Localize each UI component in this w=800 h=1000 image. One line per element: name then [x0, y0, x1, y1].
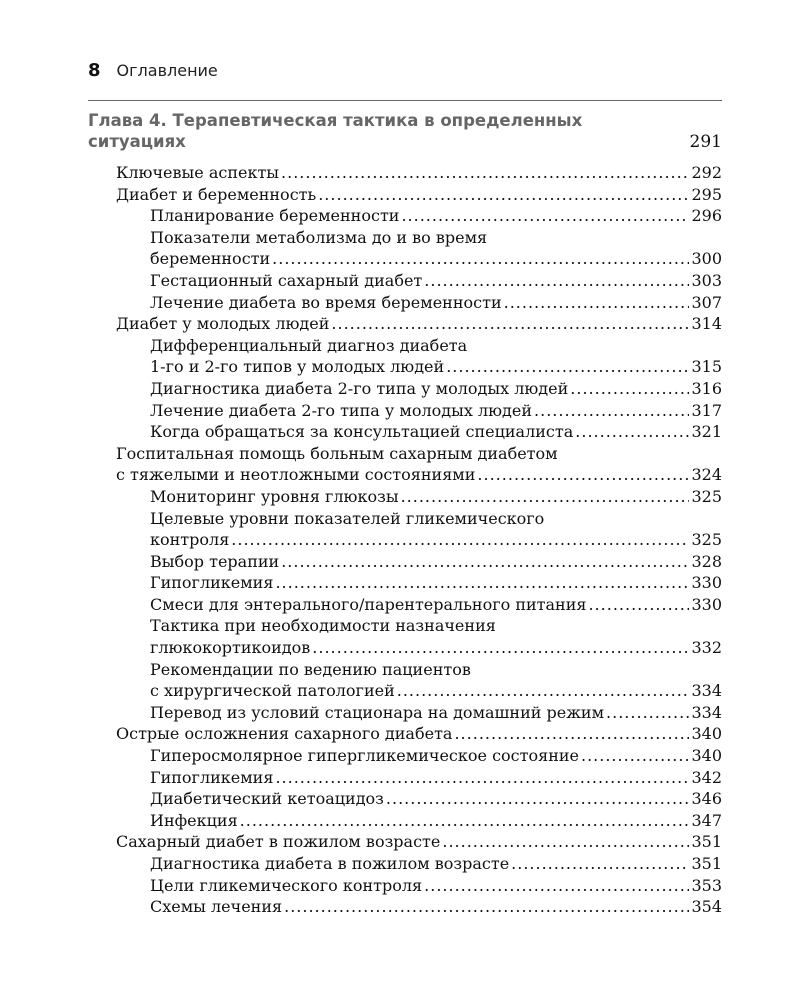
toc-page-number: 321 — [691, 422, 722, 442]
toc-entry-title: Когда обращаться за консультацией специалиста — [150, 422, 574, 442]
toc-page-number: 315 — [691, 357, 722, 377]
toc-leader-dots — [606, 702, 689, 724]
toc-page-number: 354 — [691, 897, 722, 917]
toc-leader-dots — [477, 464, 689, 486]
toc-leader-dots — [511, 853, 689, 875]
toc-entry — [88, 292, 722, 314]
toc-leader-dots — [454, 723, 689, 745]
toc-entry-line — [116, 184, 722, 206]
toc-entry — [88, 551, 722, 573]
toc-page-number: 334 — [691, 702, 722, 722]
toc-leader-dots — [575, 421, 689, 443]
toc-leader-dots — [581, 745, 689, 767]
toc-leader-dots — [275, 767, 689, 789]
toc-entry-line — [116, 464, 722, 486]
toc-entry — [88, 508, 722, 551]
toc-entry-title: Диабетический кетоацидоз — [150, 789, 384, 809]
toc-entry-title: Смеси для энтерального/парентерального питания — [150, 594, 587, 614]
toc-page-number: 332 — [691, 638, 722, 658]
toc-entry — [88, 810, 722, 832]
toc-entry-line — [150, 486, 722, 508]
chapter-title-line1: Глава 4. Терапевтическая тактика в определенных — [88, 111, 583, 130]
toc-entry — [88, 184, 722, 206]
toc-entry-line — [150, 421, 722, 443]
toc-entry-line — [116, 162, 722, 184]
toc-entry-title-line: Целевые уровни показателей гликемического — [150, 508, 545, 528]
toc-leader-dots — [442, 831, 689, 853]
toc-page-number: 347 — [691, 810, 722, 830]
toc-entry — [88, 853, 722, 875]
toc-page-number: 353 — [691, 875, 722, 895]
toc-entry-title: Ключевые аспекты — [116, 163, 280, 182]
toc-leader-dots — [424, 875, 689, 897]
table-of-contents — [88, 162, 722, 918]
toc-entry — [88, 745, 722, 767]
toc-entry-line — [116, 723, 722, 745]
toc-leader-dots — [534, 400, 689, 422]
toc-entry — [88, 723, 722, 745]
toc-leader-dots — [331, 313, 689, 335]
toc-page-number: 328 — [691, 551, 722, 571]
toc-page-number: 330 — [691, 573, 722, 593]
toc-entry-line — [150, 572, 722, 594]
toc-entry-title: Гипогликемия — [150, 573, 274, 593]
toc-entry — [88, 400, 722, 422]
toc-entry-title: Мониторинг уровня глюкозы — [150, 486, 399, 506]
toc-page-number: 325 — [691, 486, 722, 506]
toc-entry-line — [150, 594, 722, 616]
toc-page-number: 317 — [691, 400, 722, 420]
toc-page-number: 325 — [691, 530, 722, 550]
toc-entry-line — [116, 831, 722, 853]
toc-entry-title: беременности — [150, 249, 271, 269]
toc-page-number: 351 — [691, 854, 722, 873]
toc-entry-line — [150, 853, 722, 875]
toc-leader-dots — [446, 356, 689, 378]
toc-entry — [88, 875, 722, 897]
toc-entry-title-line: Госпитальная помощь больным сахарным диабетом — [116, 443, 558, 463]
toc-page-number: 342 — [691, 767, 722, 787]
toc-entry-title: 1-го и 2-го типов у молодых людей — [150, 357, 445, 377]
toc-leader-dots — [424, 270, 689, 292]
toc-entry-line — [150, 529, 722, 551]
toc-page-number: 295 — [691, 184, 722, 204]
toc-entry — [88, 831, 722, 853]
toc-entry — [88, 486, 722, 508]
toc-leader-dots — [231, 529, 689, 551]
toc-entry-line — [150, 810, 722, 832]
toc-entry-line — [150, 551, 722, 573]
toc-entry-line — [150, 788, 722, 810]
toc-entry — [88, 572, 722, 594]
toc-leader-dots — [281, 551, 689, 573]
toc-entry-title-line: Тактика при необходимости назначения — [150, 616, 496, 636]
toc-entry-title-line: Рекомендации по ведению пациентов — [150, 659, 471, 679]
toc-entry — [88, 270, 722, 292]
header-rule — [88, 100, 722, 101]
toc-entry-line — [150, 292, 722, 314]
toc-entry-title: Инфекция — [150, 810, 238, 830]
toc-page-number: 340 — [691, 724, 722, 744]
toc-entry-title: Диабет у молодых людей — [116, 314, 330, 334]
toc-entry — [88, 313, 722, 335]
toc-entry-line — [150, 875, 722, 897]
toc-entry-line — [150, 248, 722, 270]
toc-leader-dots — [397, 680, 690, 702]
toc-entry-line — [150, 702, 722, 724]
toc-page-number: 330 — [691, 594, 722, 614]
toc-entry-line — [150, 378, 722, 400]
toc-leader-dots — [312, 637, 689, 659]
toc-leader-dots — [318, 184, 689, 206]
toc-entry — [88, 788, 722, 810]
toc-entry — [88, 205, 722, 227]
toc-entry-title: Острые осложнения сахарного диабета — [116, 724, 453, 744]
toc-entry-title: Выбор терапии — [150, 551, 280, 571]
toc-entry — [88, 378, 722, 400]
toc-entry-title: глюкокортикоидов — [150, 638, 311, 658]
toc-leader-dots — [401, 486, 690, 508]
toc-entry-line — [116, 313, 722, 335]
toc-entry — [88, 227, 722, 270]
toc-entry-title: Сахарный диабет в пожилом возрасте — [116, 832, 441, 852]
toc-entry-line — [150, 637, 722, 659]
toc-entry-title: Лечение диабета 2-го типа у молодых людей — [150, 400, 533, 420]
chapter-title-row — [88, 131, 722, 153]
toc-entry — [88, 594, 722, 616]
toc-entry-title: Гиперосмолярное гипергликемическое состояние — [150, 746, 579, 766]
toc-page-number: 324 — [691, 465, 722, 485]
toc-entry-line — [150, 767, 722, 789]
toc-entry — [88, 162, 722, 184]
running-title: Оглавление — [116, 61, 218, 80]
toc-entry — [88, 443, 722, 486]
toc-entry-line — [150, 205, 722, 227]
toc-entry — [88, 615, 722, 658]
toc-page-number: 314 — [691, 314, 722, 334]
toc-entry-title: Перевод из условий стационара на домашний режим — [150, 702, 605, 722]
toc-entry-line — [150, 680, 722, 702]
toc-page-number: 292 — [691, 163, 722, 182]
toc-entry-title: Диагностика диабета в пожилом возрасте — [150, 854, 510, 873]
toc-entry-title: Схемы лечения — [150, 897, 283, 917]
toc-entry — [88, 896, 722, 918]
toc-entry-title: Цели гликемического контроля — [150, 875, 423, 895]
chapter-title-line2: ситуациях — [88, 132, 186, 151]
toc-entry-line — [150, 745, 722, 767]
toc-leader-dots — [240, 810, 690, 832]
toc-page-number: 307 — [691, 292, 722, 312]
chapter-page-number: 291 — [689, 132, 722, 152]
toc-page-number: 316 — [691, 378, 722, 398]
toc-leader-dots — [386, 788, 690, 810]
toc-leader-dots — [272, 248, 689, 270]
toc-entry-title-line: Дифференциальный диагноз диабета — [150, 335, 468, 355]
toc-entry-title: Лечение диабета во время беременности — [150, 292, 502, 312]
toc-entry-line — [150, 270, 722, 292]
toc-page-number: 340 — [691, 746, 722, 766]
toc-leader-dots — [504, 292, 690, 314]
running-header — [88, 60, 218, 81]
toc-entry-title: контроля — [150, 530, 230, 550]
toc-entry-title: с тяжелыми и неотложными состояниями — [116, 465, 476, 485]
toc-entry-title: Гестационный сахарный диабет — [150, 270, 423, 290]
toc-page-number: 303 — [691, 270, 722, 290]
toc-entry — [88, 702, 722, 724]
toc-entry-title: Диабет и беременность — [116, 184, 317, 204]
toc-leader-dots — [284, 896, 689, 918]
toc-leader-dots — [275, 572, 689, 594]
toc-entry-title-line: Показатели метаболизма до и во время — [150, 227, 488, 247]
toc-entry — [88, 767, 722, 789]
toc-entry — [88, 335, 722, 378]
toc-leader-dots — [570, 378, 689, 400]
toc-leader-dots — [281, 162, 689, 184]
toc-entry-line — [150, 400, 722, 422]
toc-entry-title: Диагностика диабета 2-го типа у молодых людей — [150, 378, 569, 398]
toc-page-number: 346 — [691, 789, 722, 809]
toc-entry — [88, 421, 722, 443]
toc-page-number: 334 — [691, 681, 722, 701]
toc-entry — [88, 659, 722, 702]
toc-page-number: 296 — [691, 206, 722, 226]
toc-page-number: 351 — [691, 832, 722, 852]
toc-page-number: 300 — [691, 249, 722, 269]
page-number: 8 — [88, 60, 101, 81]
toc-leader-dots — [588, 594, 689, 616]
toc-entry-title: Гипогликемия — [150, 767, 274, 787]
toc-entry-line — [150, 896, 722, 918]
toc-entry-line — [150, 356, 722, 378]
toc-leader-dots — [401, 205, 689, 227]
toc-entry-title: с хирургической патологией — [150, 681, 395, 701]
chapter-heading — [88, 110, 722, 153]
toc-entry-title: Планирование беременности — [150, 206, 400, 226]
